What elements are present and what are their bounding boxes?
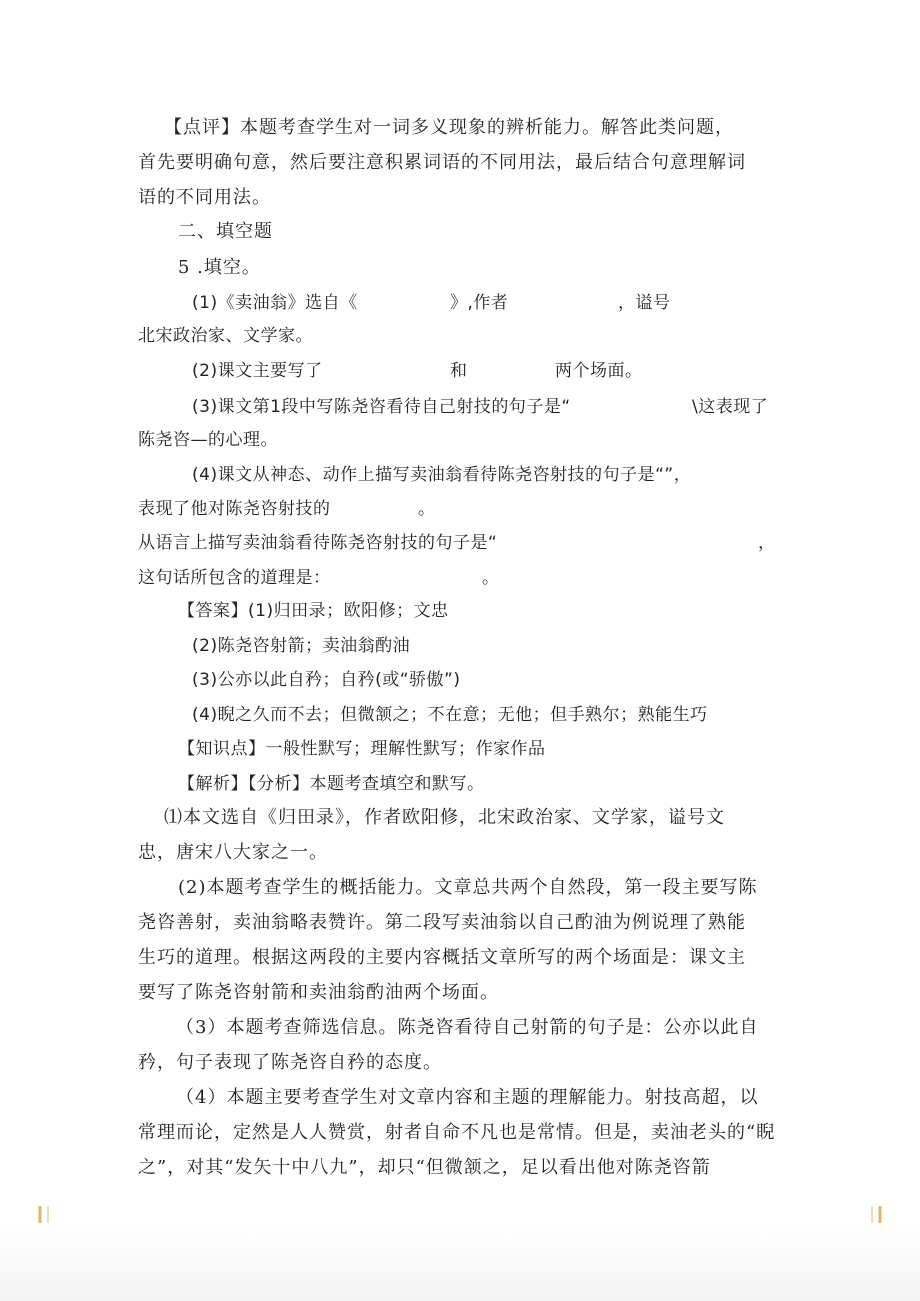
answer-line-3: (3)公亦以此自矜；自矜(或“骄傲”) (192, 670, 461, 690)
q1-text-d: 北宋政治家、文学家。 (138, 326, 313, 346)
analysis-p4-line-1: （4）本题主要考查学生对文章内容和主题的理解能力。射技高超，以 (176, 1087, 759, 1108)
analysis-p2-line-2: 尧咨善射，卖油翁略表赞许。第二段写卖油翁以自己酌油为例说理了熟能 (138, 912, 746, 933)
q4-text-a: (4)课文从神态、动作上描写卖油翁看待陈尧咨射技的句子是“”， (192, 465, 692, 485)
q3-text-b: \这表现了 (692, 397, 769, 417)
analysis-p2-line-3: 生巧的道理。根据这两段的主要内容概括文章所写的两个场面是：课文主 (138, 947, 746, 968)
q4-text-d: 从语言上描写卖油翁看待陈尧咨射技的句子是“ (138, 533, 498, 553)
q4-text-e: ， (758, 533, 776, 553)
analysis-p1-line-2: 忠，唐宋八大家之一。 (138, 842, 328, 863)
q3-text-c: 陈尧咨—的心理。 (138, 430, 278, 450)
answer-line-4: (4)睨之久而不去；但微颔之；不在意；无他；但手熟尔；熟能生巧 (192, 705, 708, 725)
analysis-p2-line-4: 要写了陈尧咨射箭和卖油翁酌油两个场面。 (138, 982, 499, 1003)
analysis-p2-line-1: (2)本题考查学生的概括能力。文章总共两个自然段，第一段主要写陈 (178, 877, 758, 898)
answer-line-1: 【答案】(1)归田录；欧阳修；文忠 (178, 601, 449, 621)
answer-line-2: (2)陈尧咨射箭；卖油翁酌油 (192, 636, 411, 656)
analysis-p4-line-2: 常理而论，定然是人人赞赏，射者自命不凡也是常情。但是，卖油老头的“睨 (138, 1122, 776, 1143)
analysis-header: 【解析】【分析】本题考查填空和默写。 (178, 774, 485, 794)
frame-bottom-band (0, 1223, 920, 1301)
section-title: 二、填空题 (178, 221, 273, 242)
analysis-p3-line-1: （3）本题考查筛选信息。陈尧咨看待自己射箭的句子是：公亦以此自 (176, 1017, 759, 1038)
q1-text-a: (1)《卖油翁》选自《 (192, 293, 358, 313)
comment-line-1: 【点评】本题考查学生对一词多义现象的辨析能力。解答此类问题， (164, 117, 734, 138)
q2-text-b: 和 (450, 361, 468, 381)
q1-text-b: 》,作者 (450, 293, 509, 313)
analysis-p4-line-3: 之”，对其“发矢十中八九”，却只“但微颔之，足以看出他对陈尧咨箭 (138, 1157, 711, 1178)
q4-text-f: 这句话所包含的道理是： (138, 568, 331, 588)
q2-text-c: 两个场面。 (555, 361, 643, 381)
q4-text-b: 表现了他对陈尧咨射技的 (138, 499, 331, 519)
comment-line-3: 语的不同用法。 (138, 187, 271, 208)
analysis-p3-line-2: 矜，句子表现了陈尧咨自矜的态度。 (138, 1052, 442, 1073)
q4-text-g: 。 (482, 568, 500, 588)
question-number: 5 .填空。 (178, 257, 261, 278)
q4-text-c: 。 (418, 499, 436, 519)
q2-text-a: (2)课文主要写了 (192, 361, 323, 381)
q1-text-c: ，谥号 (618, 293, 671, 313)
page-frame (0, 1206, 920, 1301)
comment-line-2: 首先要明确句意，然后要注意积累词语的不同用法，最后结合句意理解词 (138, 152, 746, 173)
knowledge-points: 【知识点】一般性默写；理解性默写；作家作品 (178, 739, 546, 759)
q3-text-a: (3)课文第1段中写陈尧咨看待自己射技的句子是“ (192, 397, 571, 417)
analysis-p1-line-1: ⑴本文选自《归田录》，作者欧阳修，北宋政治家、文学家，谥号文 (164, 807, 725, 828)
